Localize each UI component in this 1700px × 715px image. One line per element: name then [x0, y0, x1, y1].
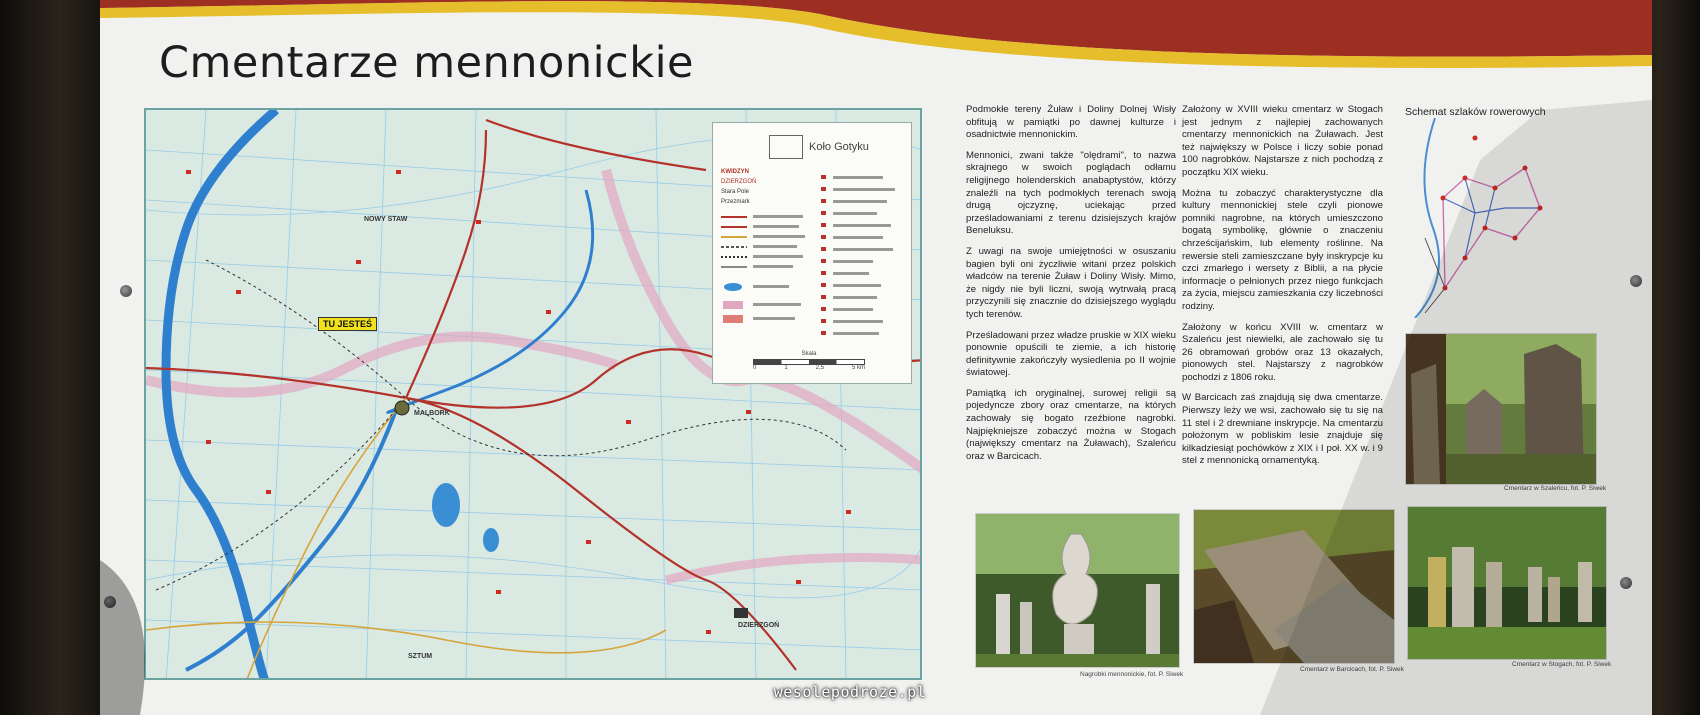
photo-caption: Nagrobki mennonickie, fot. P. Siwek [1080, 671, 1184, 678]
schema-title: Schemat szlaków rowerowych [1405, 106, 1546, 118]
screw-icon [1620, 577, 1632, 589]
town-label: DZIERZGOŃ [738, 622, 780, 629]
paragraph: Z uwagi na swoje umiejętności w osuszaniu bagien byli oni życzliwie witani przez polskich władców na terenie Żuław i Doliny Wisły. Mimo, że nigdy nie byli liczni, swoją wytrwałą pracą przyczynili się znacznie do dzisiejszego wyglądu tych terenów. [966, 245, 1176, 320]
town-label: SZTUM [408, 653, 433, 660]
screw-icon [120, 285, 132, 297]
paragraph: Założony w końcu XVIII w. cmentarz w Szaleńcu jest niewielki, ale zachowało się tu 26 obramowań grobów oraz 13 okazałych, pionowych stel. Najstarszy z nagrobków pochodzi z 1806 roku. [1182, 321, 1383, 383]
map-legend [712, 122, 912, 384]
text-column-cemeteries [1182, 104, 1383, 476]
legend-entries: KWIDZYN DZIERZGOŃ Stara Pole Przezmark [721, 169, 907, 349]
photo-mennonite-gravestones [975, 513, 1180, 668]
paragraph: Pamiątką ich oryginalnej, surowej religii są pojedyncze zbory oraz cmentarze, na których zachowały się bogato rzeźbione nagrobki. Najpiękniejsze zobaczyć można w Stogach (największy cmentarz na Żuławach), Szaleńcu oraz w Barcicach. [966, 387, 1176, 462]
photo-barcice-cemetery [1193, 509, 1395, 664]
bicycle-logo-icon [769, 135, 803, 159]
text-column-history [966, 104, 1176, 471]
map-scale: Skala 0 1 2,5 5 km [753, 351, 865, 371]
town-label: MALBORK [414, 410, 450, 417]
tourist-map [144, 108, 922, 680]
watermark: wesolepodroze.pl [773, 683, 927, 701]
paragraph: Można tu zobaczyć charakterystyczne dla kultury mennonickiej stele czyli pionowe pomniki nagrobne, na których umieszczono bogatą symbolikę, głównie o znaczeniu chrześcijańskim, lub elementy roślinne. Na rewersie steli zamieszczane były inskrypcje ku czci zmarłego i wersety z Biblii, a na płycie informacje o pełnionych przez niego funkcjach za życia, miejscu zamieszkania czy liczebności rodziny. [1182, 187, 1383, 312]
legend-logo: Koło Gotyku [769, 135, 869, 159]
information-board [100, 0, 1652, 715]
screw-icon [104, 596, 116, 608]
photo-szaleniec-cemetery [1405, 333, 1597, 485]
screw-icon [1630, 275, 1642, 287]
photo-stogi-cemetery [1407, 506, 1607, 660]
photo-caption: Cmentarz w Stogach, fot. P. Siwek [1512, 661, 1612, 668]
paragraph: Podmokłe tereny Żuław i Doliny Dolnej Wisły obfitują w pamiątki po dawnej kulturze i osadnictwie mennonickim. [966, 104, 1176, 141]
photo-caption: Cmentarz w Barcicach, fot. P. Siwek [1300, 666, 1404, 673]
town-label: NOWY STAW [364, 216, 408, 223]
you-are-here-marker: TU JESTEŚ [318, 317, 377, 331]
bike-route-schema [1405, 118, 1565, 318]
legend-symbols [721, 169, 907, 349]
photo-caption: Cmentarz w Szaleńcu, fot. P. Siwek [1504, 485, 1607, 492]
paragraph: Założony w XVIII wieku cmentarz w Stogach jest jednym z najlepiej zachowanych cmentarzy mennonickich na Żuławach. Jest też największy w Polsce i liczy sobie ponad 100 nagrobków. Najstarsze z nich pochodzą z początku XIX wieku. [1182, 104, 1383, 178]
paragraph: W Barcicach zaś znajdują się dwa cmentarze. Pierwszy leży we wsi, zachowało się tu się na 11 stel i 2 drewniane inskrypcje. Na cmentarzu położonym w pobliskim lesie znajduje się kilkadziesiąt pochówków z XIX i I poł. XX w. i 9 stel z mennonicką ornamentyką. [1182, 392, 1383, 467]
paragraph: Prześladowani przez władze pruskie w XIX wieku ponownie opuścili te ziemie, a ich historię definitywnie zakończyły wysiedlenia po II wojnie światowej. [966, 329, 1176, 379]
paragraph: Mennonici, zwani także "olędrami", to nazwa skrajnego w swoich poglądach odłamu religijnego holenderskich anabaptystów, którzy znaleźli na tych podmokłych terenach swoją drugą ojczyznę, uciekając przed prześladowaniami z terenu dzisiejszych krajów Beneluksu. [966, 149, 1176, 237]
page-title: Cmentarze mennonickie [159, 38, 695, 88]
